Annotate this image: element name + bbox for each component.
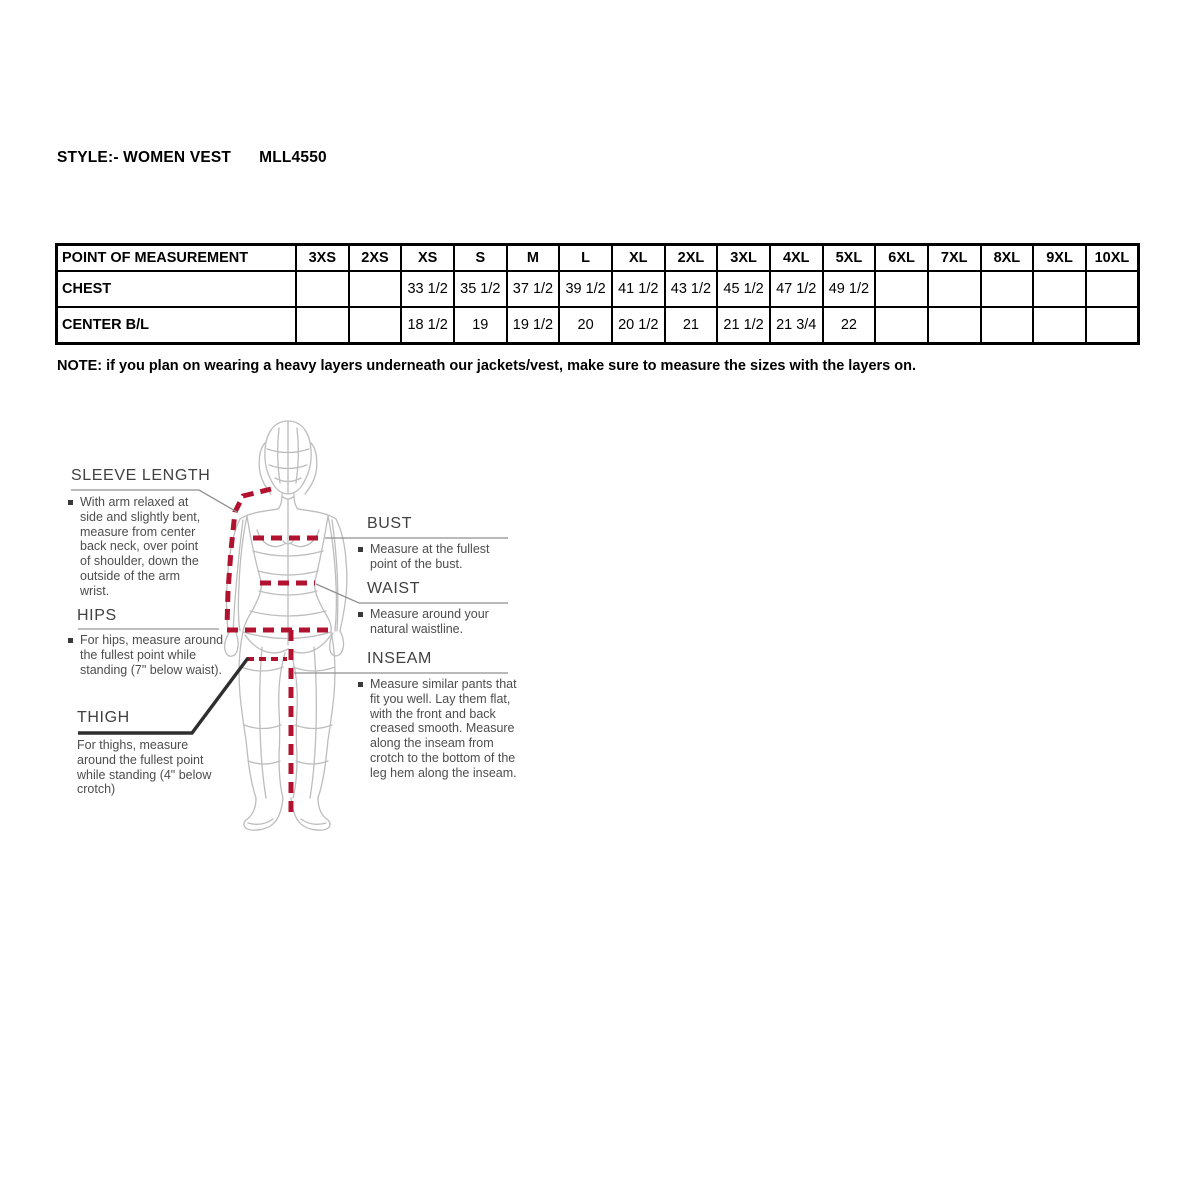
size-value-cell	[1033, 307, 1086, 344]
size-value-cell: 49 1/2	[823, 271, 876, 307]
size-column-header: S	[454, 245, 507, 272]
sleeve-length-heading: SLEEVE LENGTH	[71, 467, 211, 484]
sleeve-length-instructions	[68, 495, 208, 599]
size-column-header: 2XL	[665, 245, 718, 272]
size-column-header: 10XL	[1086, 245, 1139, 272]
size-column-header: L	[559, 245, 612, 272]
hips-text: For hips, measure around the fullest point while standing (7" below waist).	[80, 633, 224, 677]
waist-heading: WAIST	[367, 580, 421, 597]
size-column-header: 3XS	[296, 245, 349, 272]
table-row	[57, 271, 1139, 307]
size-column-header: 3XL	[717, 245, 770, 272]
measurement-column-header: POINT OF MEASUREMENT	[57, 245, 297, 272]
size-column-header: 6XL	[875, 245, 928, 272]
size-value-cell	[1033, 271, 1086, 307]
size-value-cell	[349, 271, 402, 307]
size-value-cell	[981, 307, 1034, 344]
size-value-cell	[1086, 307, 1139, 344]
size-value-cell	[296, 307, 349, 344]
size-value-cell: 41 1/2	[612, 271, 665, 307]
sleeve-length-text: With arm relaxed at side and slightly bent, measure from center back neck, over point of shoulder, down the outside of the arm wrist.	[80, 495, 201, 598]
bust-text: Measure at the fullest point of the bust.	[370, 542, 490, 571]
thigh-heading: THIGH	[77, 709, 130, 726]
style-code: MLL4550	[259, 149, 327, 166]
table-row	[57, 307, 1139, 344]
style-name: STYLE:- WOMEN VEST	[57, 149, 232, 166]
bullet-square-icon	[358, 612, 363, 617]
size-value-cell: 21 1/2	[717, 307, 770, 344]
size-column-header: 8XL	[981, 245, 1034, 272]
bullet-square-icon	[68, 500, 73, 505]
size-value-cell: 33 1/2	[401, 271, 454, 307]
size-value-cell: 18 1/2	[401, 307, 454, 344]
bust-instructions	[358, 542, 504, 572]
size-value-cell: 43 1/2	[665, 271, 718, 307]
page-title	[57, 149, 327, 167]
size-value-cell: 35 1/2	[454, 271, 507, 307]
hips-instructions	[68, 633, 228, 677]
size-column-header: XL	[612, 245, 665, 272]
size-value-cell: 39 1/2	[559, 271, 612, 307]
size-value-cell: 19	[454, 307, 507, 344]
hips-heading: HIPS	[77, 607, 117, 624]
bullet-square-icon	[68, 638, 73, 643]
size-column-header: 4XL	[770, 245, 823, 272]
size-value-cell	[981, 271, 1034, 307]
waist-text: Measure around your natural waistline.	[370, 607, 489, 636]
size-value-cell: 20 1/2	[612, 307, 665, 344]
size-column-header: 9XL	[1033, 245, 1086, 272]
size-table-body	[57, 271, 1139, 344]
size-value-cell: 20	[559, 307, 612, 344]
size-column-header: 5XL	[823, 245, 876, 272]
size-column-header: 2XS	[349, 245, 402, 272]
size-value-cell	[928, 271, 981, 307]
row-label: CHEST	[57, 271, 297, 307]
row-label: CENTER B/L	[57, 307, 297, 344]
size-value-cell: 19 1/2	[507, 307, 560, 344]
size-column-header: XS	[401, 245, 454, 272]
size-column-header: 7XL	[928, 245, 981, 272]
size-value-cell	[1086, 271, 1139, 307]
bust-heading: BUST	[367, 515, 413, 532]
inseam-heading: INSEAM	[367, 650, 432, 667]
size-value-cell	[296, 271, 349, 307]
size-value-cell: 37 1/2	[507, 271, 560, 307]
inseam-instructions	[358, 677, 520, 781]
thigh-instructions	[77, 738, 229, 797]
size-value-cell: 45 1/2	[717, 271, 770, 307]
note-text: NOTE: if you plan on wearing a heavy layers underneath our jackets/vest, make sure to measure the sizes with the layers on.	[57, 358, 917, 374]
inseam-text: Measure similar pants that fit you well. Lay them flat, with the front and back creased smooth. Measure along the inseam from crotch to the bottom of the leg hem along the inseam.	[370, 677, 517, 780]
female-body-wireframe-icon	[225, 421, 347, 830]
size-value-cell	[875, 307, 928, 344]
size-value-cell	[928, 307, 981, 344]
size-value-cell	[875, 271, 928, 307]
size-table-header-row	[57, 245, 1139, 272]
waist-instructions	[358, 607, 498, 637]
bullet-square-icon	[358, 682, 363, 687]
size-value-cell	[349, 307, 402, 344]
size-value-cell: 21	[665, 307, 718, 344]
size-table	[55, 243, 1140, 345]
size-value-cell: 21 3/4	[770, 307, 823, 344]
size-value-cell: 47 1/2	[770, 271, 823, 307]
size-column-header: M	[507, 245, 560, 272]
measurement-guide	[0, 395, 560, 865]
size-value-cell: 22	[823, 307, 876, 344]
bullet-square-icon	[358, 547, 363, 552]
thigh-text: For thighs, measure around the fullest point while standing (4" below crotch)	[77, 738, 212, 797]
